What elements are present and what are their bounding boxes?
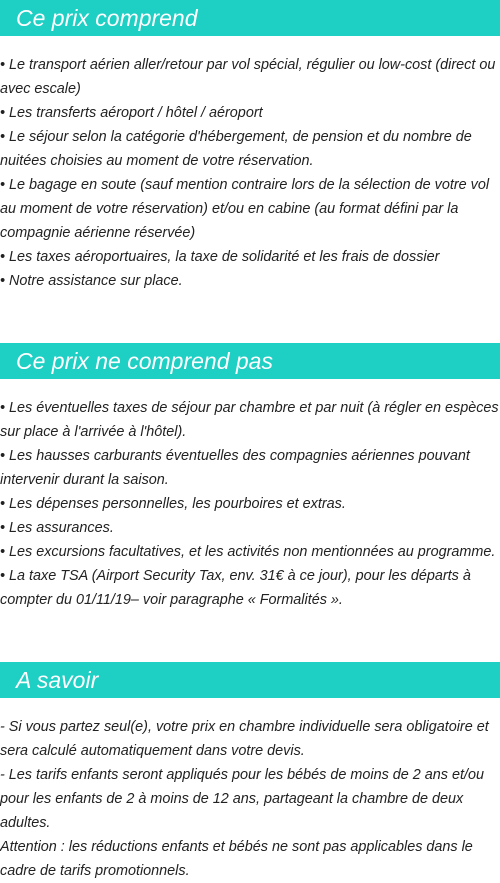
list-item: • Le transport aérien aller/retour par vol spécial, régulier ou low-cost (direct ou avec escale) — [0, 57, 496, 97]
section-title-good-to-know: A savoir — [0, 662, 500, 698]
section-title-not-included: Ce prix ne comprend pas — [0, 343, 500, 379]
list-item: • Le séjour selon la catégorie d'hébergement, de pension et du nombre de nuitées choisies au moment de votre réservation. — [0, 129, 472, 169]
good-to-know-list — [0, 715, 500, 883]
list-item: Attention : les réductions enfants et bébés ne sont pas applicables dans le cadre de tarifs promotionnels. — [0, 839, 473, 879]
included-list — [0, 53, 500, 293]
not-included-list — [0, 396, 500, 612]
section-title-included: Ce prix comprend — [0, 0, 500, 36]
list-item: • Les hausses carburants éventuelles des compagnies aériennes pouvant intervenir durant la saison. — [0, 448, 470, 488]
list-item: • Notre assistance sur place. — [0, 273, 183, 289]
list-item: • Les dépenses personnelles, les pourboires et extras. — [0, 496, 346, 512]
list-item: - Les tarifs enfants seront appliqués pour les bébés de moins de 2 ans et/ou pour les enfants de 2 à moins de 12 ans, partageant la chambre de deux adultes. — [0, 767, 484, 831]
list-item: • Les assurances. — [0, 520, 114, 536]
list-item: • Les excursions facultatives, et les activités non mentionnées au programme. — [0, 544, 496, 560]
list-item: • La taxe TSA (Airport Security Tax, env. 31€ à ce jour), pour les départs à compter du 01/11/19– voir paragraphe « Formalités ». — [0, 568, 471, 608]
list-item: • Les taxes aéroportuaires, la taxe de solidarité et les frais de dossier — [0, 249, 440, 265]
list-item: • Les éventuelles taxes de séjour par chambre et par nuit (à régler en espèces sur place à l'arrivée à l'hôtel). — [0, 400, 499, 440]
list-item: - Si vous partez seul(e), votre prix en chambre individuelle sera obligatoire et sera calculé automatiquement dans votre devis. — [0, 719, 489, 759]
list-item: • Les transferts aéroport / hôtel / aéroport — [0, 105, 263, 121]
list-item: • Le bagage en soute (sauf mention contraire lors de la sélection de votre vol au moment de votre réservation) et/ou en cabine (au format défini par la compagnie aérienne réservée) — [0, 177, 490, 241]
